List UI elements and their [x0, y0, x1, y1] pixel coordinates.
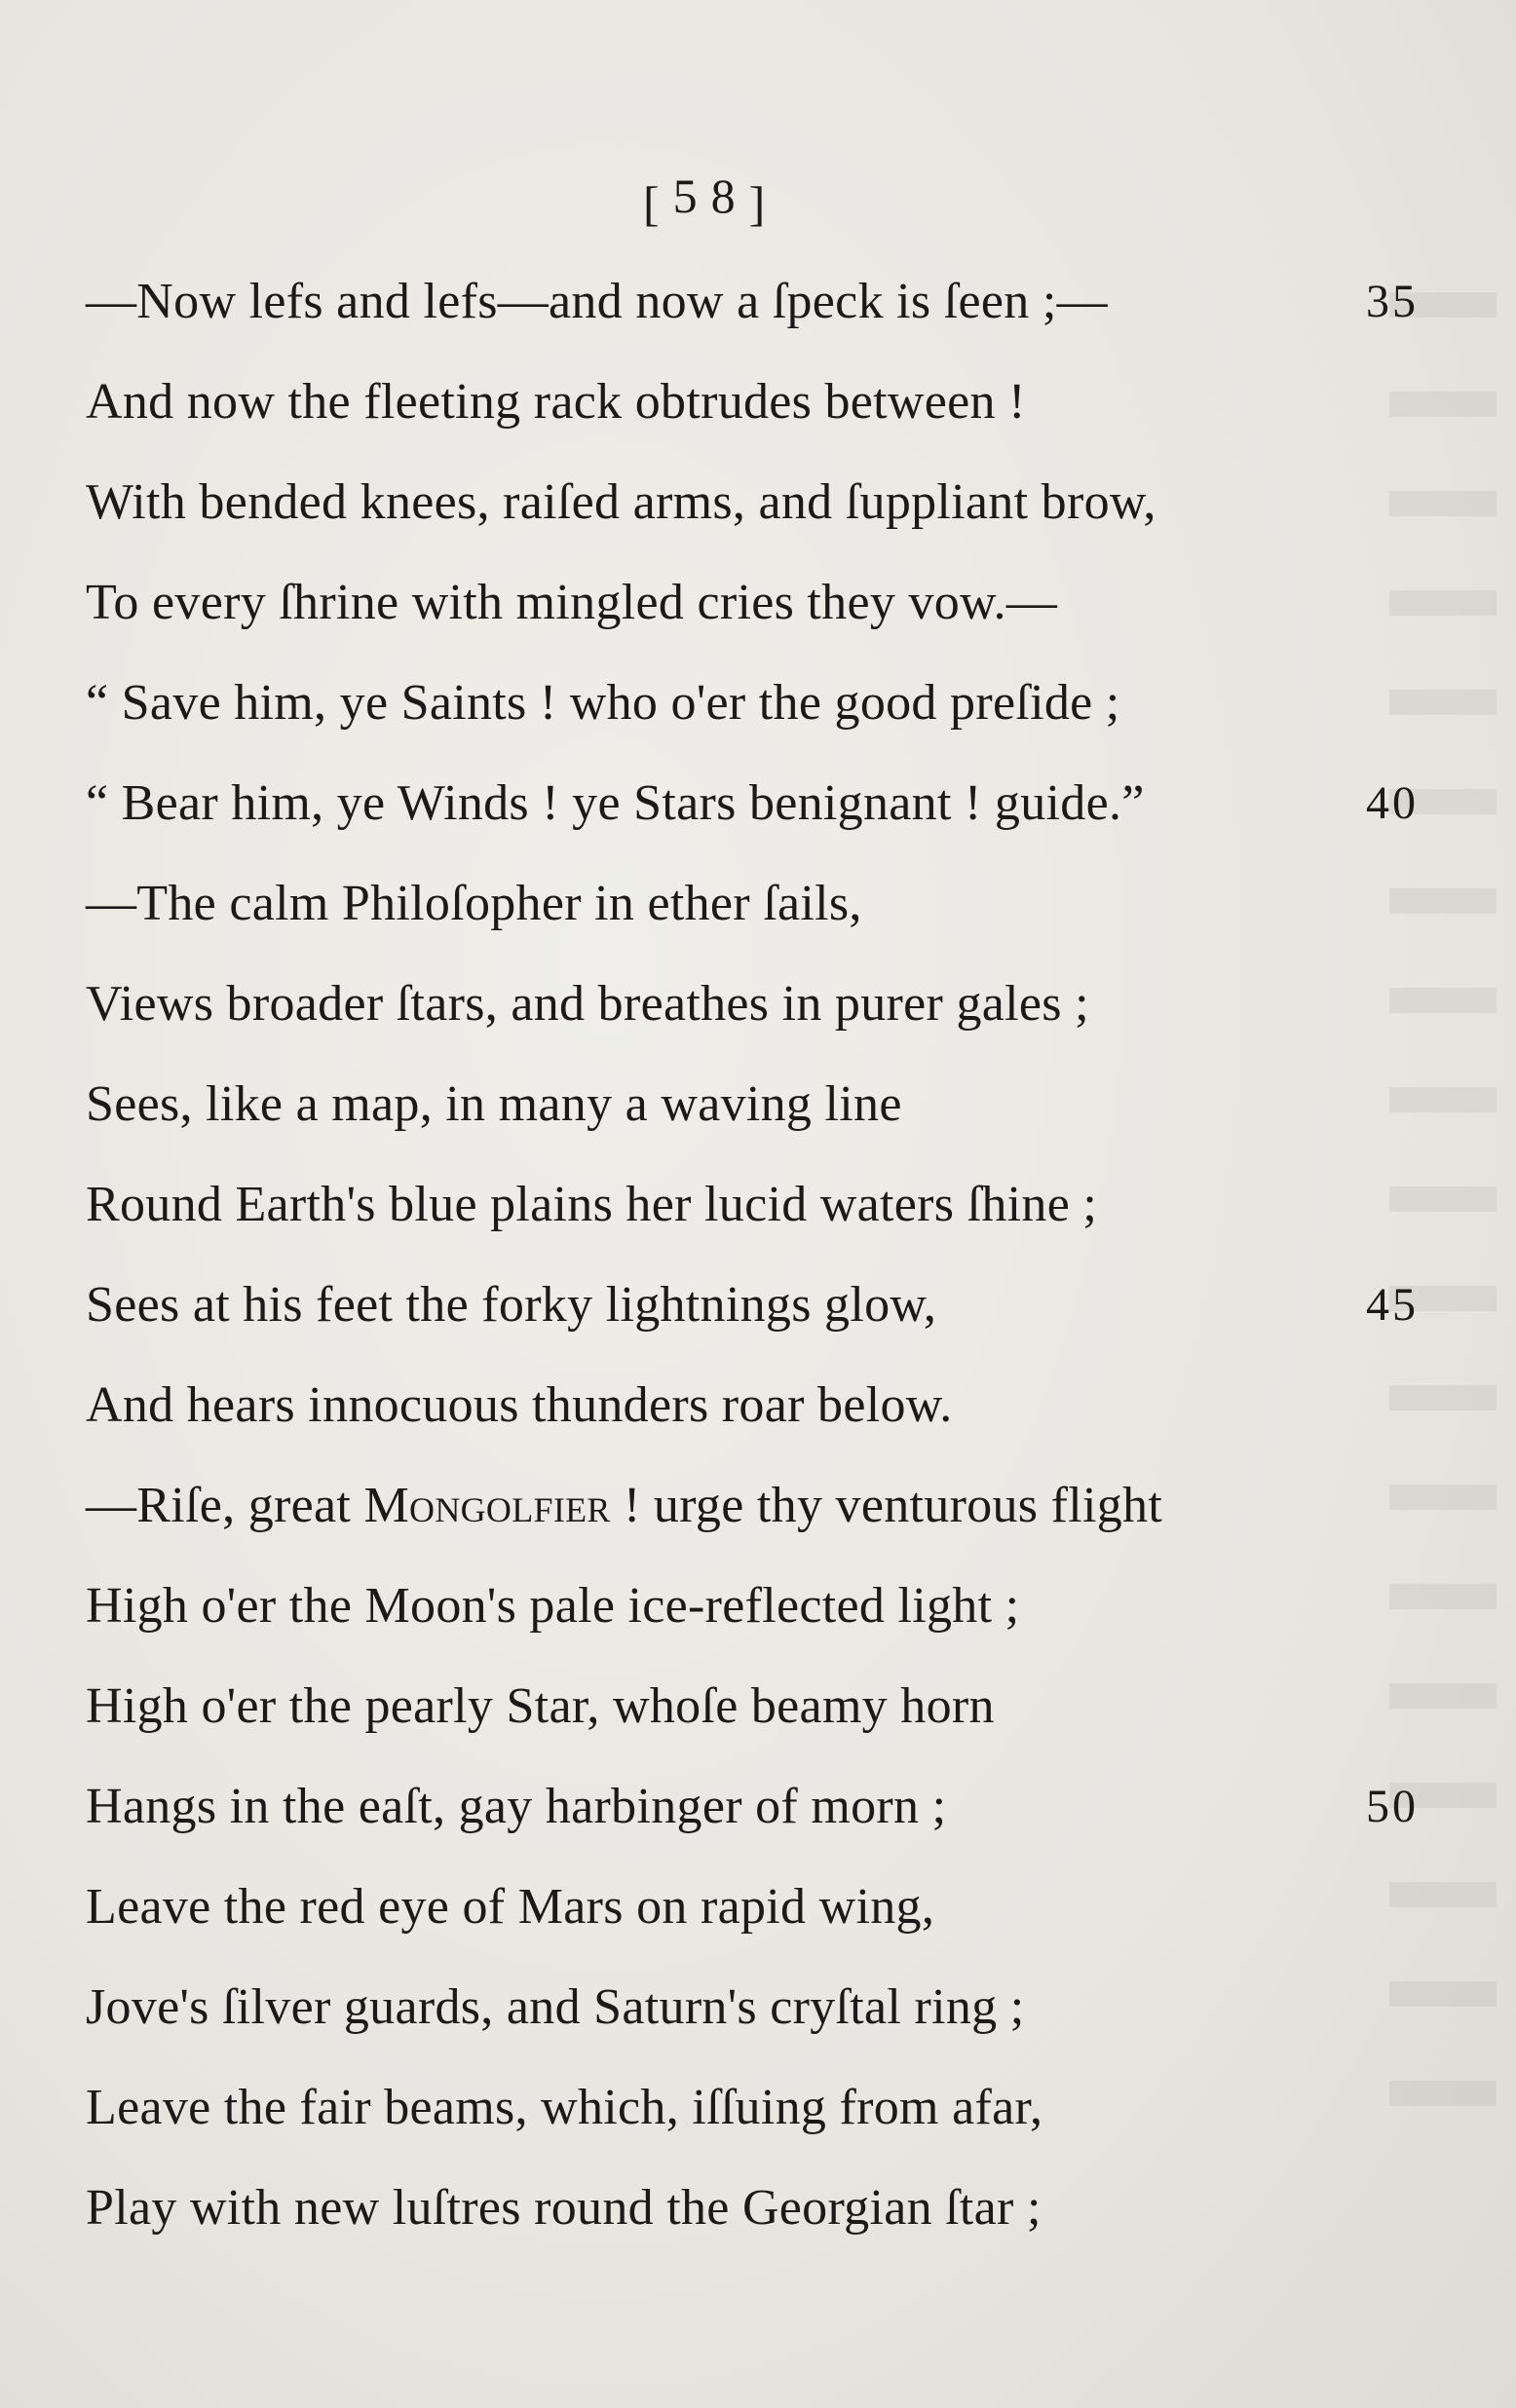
line-text: Leave the red eye of Mars on rapid wing, [86, 1879, 935, 1935]
poem-line [0, 1768, 1516, 1846]
line-text: “ Save him, ye Saints ! who o'er the good preſide ; [86, 675, 1120, 731]
line-text: High o'er the pearly Star, whoſe beamy horn [86, 1678, 995, 1734]
poem-line [0, 1868, 1516, 1946]
line-text: Round Earth's blue plains her lucid waters ſhine ; [86, 1177, 1098, 1232]
poem-line [0, 1567, 1516, 1645]
bracket-left: [ [643, 176, 673, 231]
poem-line [0, 765, 1516, 843]
line-text: To every ſhrine with mingled cries they vow.— [86, 575, 1058, 630]
line-text: —The calm Philoſopher in ether ſails, [86, 876, 862, 931]
line-number: 45 [1366, 1279, 1419, 1331]
poem-line [0, 1266, 1516, 1344]
line-text: High o'er the Moon's pale ice-reflected light ; [86, 1578, 1020, 1634]
line-text: Play with new luſtres round the Georgian ſtar ; [86, 2180, 1042, 2236]
line-text: Leave the fair beams, which, iſſuing from afar, [86, 2080, 1043, 2135]
line-text: —Now lefs and lefs—and now a ſpeck is ſeen ;— [86, 274, 1108, 329]
line-text: With bended knees, raiſed arms, and ſuppliant brow, [86, 474, 1156, 530]
poem-line [0, 2069, 1516, 2147]
poem-line [0, 1668, 1516, 1746]
poem-line [0, 965, 1516, 1043]
bracket-right: ] [748, 176, 779, 231]
line-number: 40 [1366, 777, 1419, 829]
line-text-after: ! urge thy venturous flight [610, 1478, 1163, 1533]
poem-line [0, 1467, 1516, 1545]
line-text: Hangs in the eaſt, gay harbinger of morn ; [86, 1779, 947, 1834]
line-text: Jove's ſilver guards, and Saturn's cryſtal ring ; [86, 1979, 1025, 2035]
poem-line [0, 1066, 1516, 1144]
line-text: Sees, like a map, in many a waving line [86, 1076, 902, 1132]
poem-line [0, 1367, 1516, 1445]
line-text: Sees at his feet the forky lightnings glow, [86, 1277, 937, 1333]
poem-line [0, 464, 1516, 542]
poem-line [0, 664, 1516, 742]
line-text [86, 1467, 1162, 1545]
line-text-before: —Riſe, great [86, 1478, 364, 1533]
line-text: And now the fleeting rack obtrudes between ! [86, 374, 1026, 430]
line-text: And hears innocuous thunders roar below. [86, 1377, 953, 1433]
name-mongolfier: Mongolfier [363, 1478, 611, 1533]
line-number: 35 [1366, 276, 1419, 327]
page-number: 58 [672, 169, 749, 223]
page-header [643, 169, 779, 232]
poem-line [0, 1969, 1516, 2047]
poem-line [0, 564, 1516, 642]
poem-line [0, 865, 1516, 943]
line-text: Views broader ſtars, and breathes in purer gales ; [86, 976, 1089, 1032]
poem-line [0, 263, 1516, 341]
poem-line [0, 363, 1516, 441]
poem-line [0, 1166, 1516, 1244]
poem-line [0, 2169, 1516, 2247]
line-number: 50 [1366, 1781, 1419, 1832]
line-text: “ Bear him, ye Winds ! ye Stars benignant ! guide.” [86, 775, 1145, 831]
